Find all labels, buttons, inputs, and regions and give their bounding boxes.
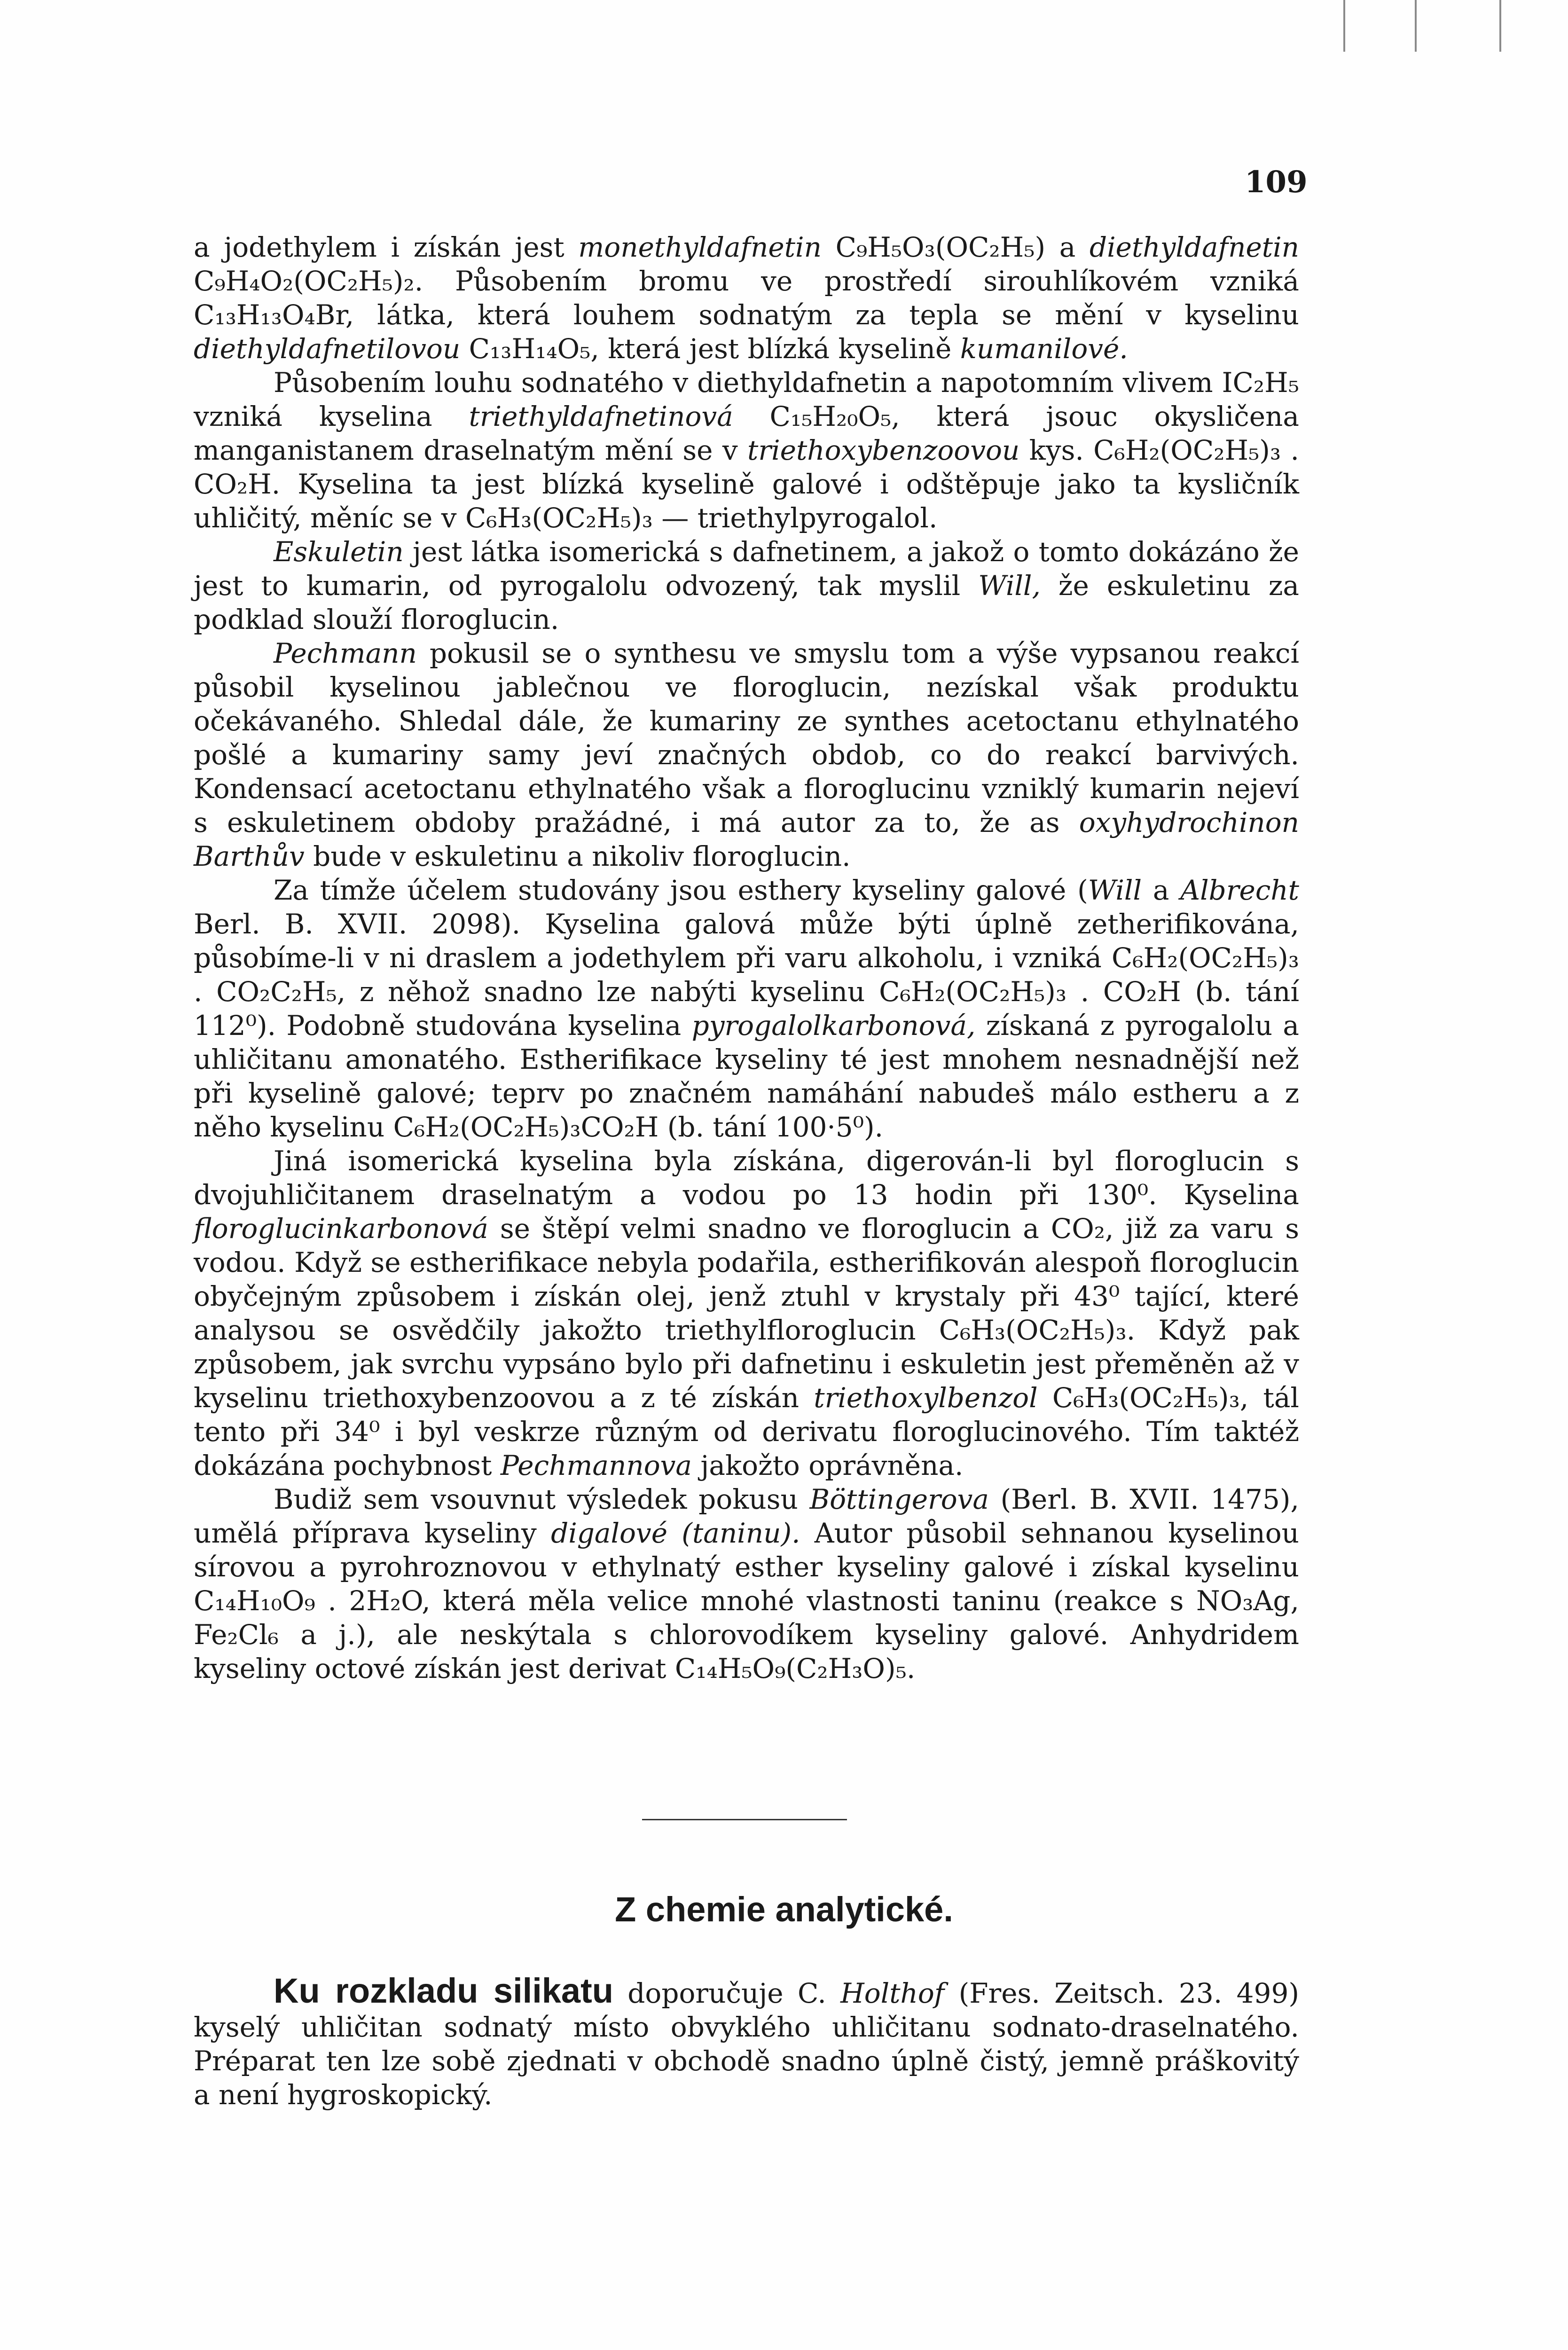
italic-term: Pechmannova [500,1449,692,1481]
text-run: Berl. B. XVII. 2098). Kyselina galová může býti úplně zetherifikována, působíme-li v ni draslem a jodethylem při varu alkoholu, i vzniká C₆H₂(OC₂H₅)₃ . CO₂C₂H₅, z něhož snadno lze nabýti kyselinu C₆H₂(OC₂H₅)₃ . CO₂H (b. tání 112⁰). Podobně studována kyselina [194,908,1299,1042]
text-run: a jodethylem i získán jest [194,231,579,263]
page-edge-mark [1415,0,1417,52]
text-run: se štěpí velmi snadno ve floroglucin a CO₂, již za varu s vodou. Když se estherifikace nebyla podařila, estherifikován alespoň floroglucin obyčejným způsobem i získán olej, jenž ztuhl v krystaly při 43⁰ tající, které analysou se osvědčily jakožto triethylfloroglucin C₆H₃(OC₂H₅)₃. Když pak způsobem, jak svrchu vypsáno bylo při dafnetinu i eskuletin jest přeměněn až v kyselinu triethoxybenzoovou a z té získán [194,1213,1299,1414]
page-number: 109 [1245,164,1308,200]
text-run: Jiná isomerická kyselina byla získána, digerován-li byl floroglucin s dvojuhličitanem draselnatým a vodou po 13 hodin při 130⁰. Kyselina [194,1145,1299,1211]
text-run: C₁₅H₂₀O₅, která jsouc okysličena manganistanem draselnatým mění se v [194,400,1299,466]
text-run: získaná z pyrogalolu a uhličitanu amonatého. Estherifikace kyseliny té jest mnohem nesnadnější než při kyselině galové; teprv po značném namáhání nabudeš málo estheru a z něho kyselinu C₆H₂(OC₂H₅)₃CO₂H (b. tání 100·5⁰). [194,1010,1299,1143]
text-run: bude v eskuletinu a nikoliv floroglucin. [304,840,851,872]
text-run: C₆H₃(OC₂H₅)₃, tál tento při 34⁰ i byl veskrze různým od derivatu floroglucinového. Tím taktéž dokázána pochybnost [194,1382,1299,1481]
italic-term: triethoxybenzoovou [747,434,1020,466]
italic-term: pyrogalolkarbonová, [691,1010,976,1042]
italic-term: Albrecht [1180,874,1299,906]
paragraph-p6 [194,1144,1299,1482]
italic-term: Böttingerova [809,1483,989,1515]
section-text-before-author: doporučuje C. [613,1977,841,2009]
paragraph-p5 [194,873,1299,1144]
text-run: jakožto oprávněna. [691,1449,964,1481]
paragraph-p1 [194,230,1299,366]
italic-term: kumanilové. [960,333,1128,365]
section-text-after-author: (Fres. Zeitsch. 23. 499) kyselý uhličitan sodnatý místo obvyklého uhličitanu sodnato-draselnatého. Préparat ten lze sobě zjednati v obchodě snadno úplně čistý, jemně práškovitý a není hygroskopický. [194,1977,1299,2111]
text-run: (Berl. B. XVII. 1475), umělá příprava kyseliny [194,1483,1299,1549]
paragraph-p3 [194,535,1299,636]
italic-term: diethyldafnetin [1089,231,1299,263]
paragraph-p4 [194,636,1299,873]
text-run: C₉H₄O₂(OC₂H₅)₂. Působením bromu ve prostředí sirouhlíkovém vzniká C₁₃H₁₃O₄Br, látka, která louhem sodnatým za tepla se mění v kyselinu [194,265,1299,331]
body-text [194,230,1299,1685]
text-run: pokusil se o synthesu ve smyslu tom a výše vypsanou reakcí působil kyselinou jablečnou ve floroglucin, nezískal však produktu očekávaného. Shledal dále, že kumariny ze synthes acetoctanu ethylnatého pošlé a kumariny samy jeví značných obdob, co do reakcí barvivých. Kondensací acetoctanu ethylnatého však a floroglucinu vzniklý kumarin nejeví s eskuletinem obdoby pražádné, i má autor za to, že as [194,637,1299,838]
page-edge-mark [1499,0,1501,52]
italic-term: Eskuletin [274,536,404,568]
section-author: Holthof [840,1977,945,2009]
text-run: Autor působil sehnanou kyselinou sírovou a pyrohroznovou v ethylnatý esther kyseliny galové i získal kyselinu C₁₄H₁₀O₉ . 2H₂O, která měla velice mnohé vlastnosti taninu (reakce s NO₃Ag, Fe₂Cl₆ a j.), ale neskýtala s chlorovodíkem kyseliny galové. Anhydridem kyseliny octové získán jest derivat C₁₄H₅O₉(C₂H₃O)₅. [194,1517,1299,1684]
page-edge-mark [1343,0,1345,52]
text-run: kys. C₆H₂(OC₂H₅)₃ . CO₂H. Kyselina ta jest blízká kyselině galové i odštěpuje jako ta kysličník uhličitý, měníc se v C₆H₃(OC₂H₅)₃ — triethylpyrogalol. [194,434,1299,534]
italic-term: triethyldafnetinová [469,400,733,432]
section-heading: Z chemie analytické. [615,1890,953,1929]
italic-term: oxyhydrochinon Barthův [194,807,1299,872]
section-lead: Ku rozkladu silikatu [274,1971,613,2010]
text-run: a [1142,874,1181,906]
text-run: že eskuletinu za podklad slouží floroglucin. [194,570,1299,635]
paragraph-p7 [194,1482,1299,1685]
text-run: C₉H₅O₃(OC₂H₅) a [821,231,1090,263]
italic-term: Will [1088,874,1142,906]
italic-term: Pechmann [274,637,417,669]
section-paragraph [194,1971,1299,2112]
text-run: Působením louhu sodnatého v diethyldafnetin a napotomním vlivem IC₂H₅ vzniká kyselina [194,367,1299,432]
paragraph-p2 [194,366,1299,535]
italic-term: triethoxylbenzol [814,1382,1038,1414]
text-run: jest látka isomerická s dafnetinem, a jakož o tomto dokázáno že jest to kumarin, od pyrogalolu odvozený, tak myslil [194,536,1299,602]
italic-term: digalové (taninu). [551,1517,800,1549]
text-run: Budiž sem vsouvnut výsledek pokusu [274,1483,810,1515]
text-run: C₁₃H₁₄O₅, která jest blízká kyselině [460,333,960,365]
italic-term: Will, [978,570,1041,602]
text-run: Za tímže účelem studovány jsou esthery kyseliny galové ( [274,874,1088,906]
section-divider [642,1819,847,1820]
italic-term: diethyldafnetilovou [194,333,461,365]
italic-term: floroglucinkarbonová [194,1213,488,1245]
italic-term: monethyldafnetin [578,231,822,263]
